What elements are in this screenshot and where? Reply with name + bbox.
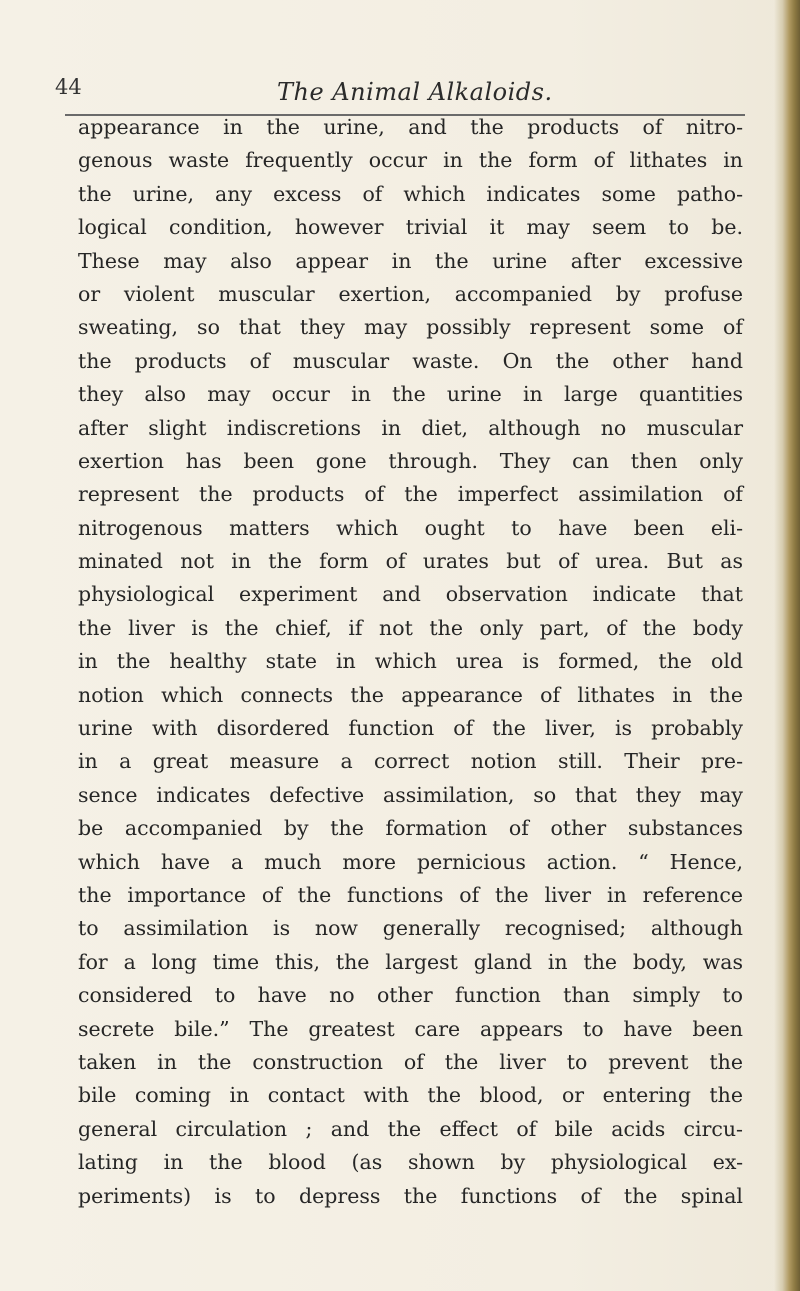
text-line: to assimilation is now generally recognised; although (78, 916, 743, 941)
text-line: general circulation ; and the effect of bile acids circu- (78, 1116, 743, 1141)
text-line: nitrogenous matters which ought to have been eli- (78, 515, 743, 540)
text-line: sence indicates defective assimilation, so that they may (78, 782, 743, 807)
text-line: in the healthy state in which urea is formed, the old (78, 649, 743, 674)
text-line: be accompanied by the formation of other substances (78, 816, 743, 841)
text-line: exertion has been gone through. They can then only (78, 448, 743, 473)
text-line: or violent muscular exertion, accompanied by profuse (78, 281, 743, 306)
text-line: for a long time this, the largest gland in the body, was (78, 949, 743, 974)
text-line: lating in the blood (as shown by physiological ex- (78, 1150, 743, 1175)
text-line: bile coming in contact with the blood, or entering the (78, 1083, 743, 1108)
text-line: the liver is the chief, if not the only part, of the body (78, 615, 743, 640)
text-line: notion which connects the appearance of lithates in the (78, 682, 743, 707)
text-line: which have a much more pernicious action. “ Hence, (78, 849, 743, 874)
text-line: in a great measure a correct notion still. Their pre- (78, 749, 743, 774)
text-line: represent the products of the imperfect assimilation of (78, 482, 743, 507)
text-line: considered to have no other function than simply to (78, 983, 743, 1008)
book-spine-edge (782, 0, 800, 1291)
text-line: minated not in the form of urates but of urea. But as (78, 549, 743, 574)
page-edge-shadow (774, 0, 782, 1291)
text-line: they also may occur in the urine in large quantities (78, 382, 743, 407)
text-line: These may also appear in the urine after excessive (78, 248, 743, 273)
text-line: physiological experiment and observation indicate that (78, 582, 743, 607)
page-number: 44 (55, 75, 82, 99)
text-line: genous waste frequently occur in the form of lithates in (78, 148, 743, 173)
text-line: taken in the construction of the liver to prevent the (78, 1049, 743, 1074)
running-title: The Animal Alkaloids. (277, 78, 553, 106)
text-line: logical condition, however trivial it may seem to be. (78, 215, 743, 240)
text-line: after slight indiscretions in diet, although no muscular (78, 415, 743, 440)
body-text (78, 111, 743, 1213)
text-line: sweating, so that they may possibly represent some of (78, 315, 743, 340)
text-line: the importance of the functions of the liver in reference (78, 882, 743, 907)
text-line: the products of muscular waste. On the other hand (78, 348, 743, 373)
text-line: periments) is to depress the functions of the spinal (78, 1183, 743, 1208)
text-line: secrete bile.” The greatest care appears to have been (78, 1016, 743, 1041)
text-line: urine with disordered function of the liver, is probably (78, 716, 743, 741)
text-line: the urine, any excess of which indicates some patho- (78, 181, 743, 206)
text-line: appearance in the urine, and the products of nitro- (78, 115, 743, 139)
